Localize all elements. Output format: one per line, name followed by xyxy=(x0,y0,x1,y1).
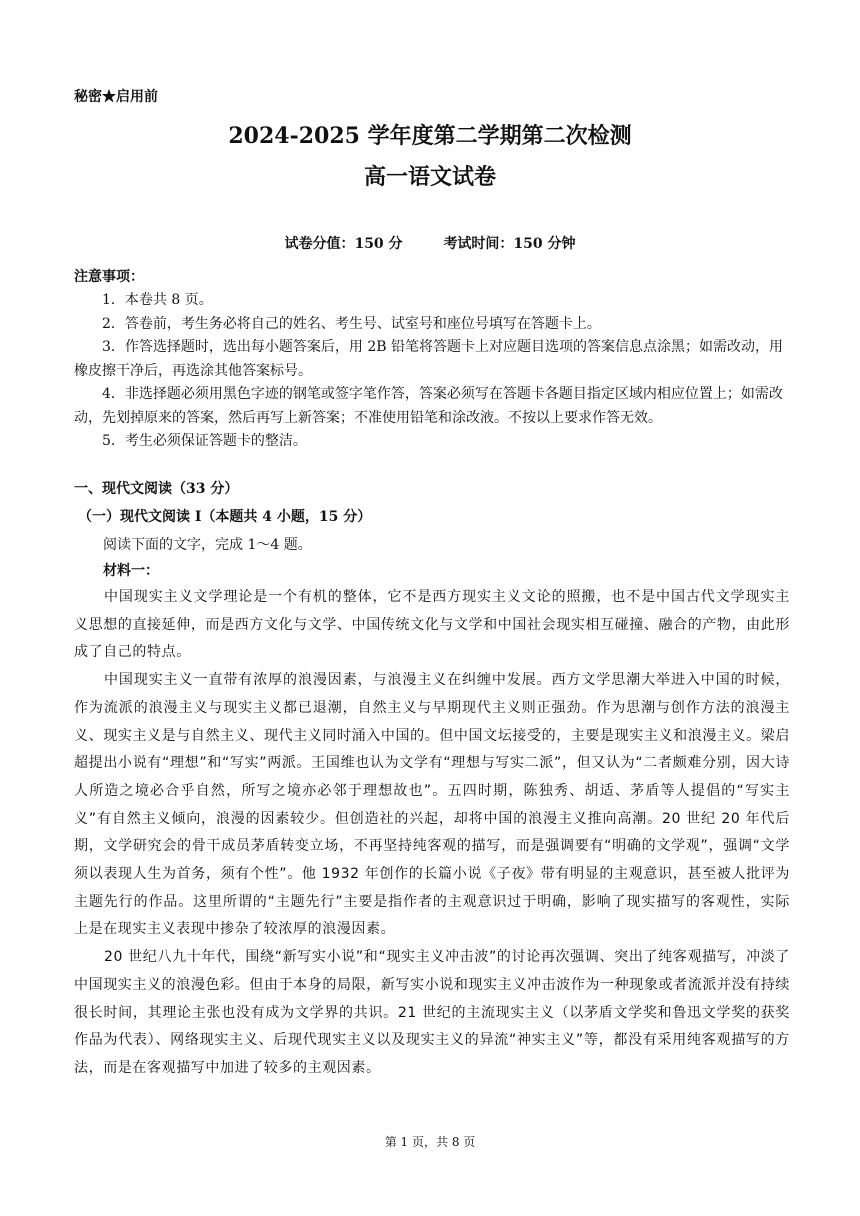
notice-item: 1．本卷共 8 页。 xyxy=(102,292,213,308)
passage-paragraph: 中国现实主义文学理论是一个有机的整体，它不是西方现实主义文论的照搬，也不是中国古代文学现实主义思想的直接延伸，而是西方文化与文学、中国传统文化与文学和中国社会现实相互碰撞、融合的产物，由此形成了自己的特点。 xyxy=(74,589,790,661)
subsection-heading: （一）现代文阅读 I（本题共 4 小题，15 分） xyxy=(78,509,372,525)
notice-item: 3．作答选择题时，选出每小题答案后，用 2B 铅笔将答题卡上对应题目选项的答案信息点涂黑；如需改动，用橡皮擦干净后，再选涂其他答案标号。 xyxy=(74,339,784,379)
passage-paragraph: 中国现实主义一直带有浓厚的浪漫因素，与浪漫主义在纠缠中发展。西方文学思潮大举进入中国的时候，作为流派的浪漫主义与现实主义都已退潮，自然主义与早期现代主义则正强劲。作为思潮与创作方法的浪漫主义、现实主义是与自然主义、现代主义同时涌入中国的。但中国文坛接受的，主要是现实主义和浪漫主义。梁启超提出小说有“理想”和“写实”两派。王国维也认为文学有“理想与写实二派”，但又认为“二者颇难分别，因大诗人所造之境必合乎自然，所写之境亦必邻于理想故也”。五四时期，陈独秀、胡适、茅盾等人提倡的“写实主义”有自然主义倾向，浪漫的因素较少。但创造社的兴起，却将中国的浪漫主义推向高潮。20 世纪 20 年代后期，文学研究会的骨干成员茅盾转变立场，不再坚持纯客观的描写，而是强调要有“明确的文学观”，强调“文学须以表现人生为首务，须有个性”。他 1932 年创作的长篇小说《子夜》带有明显的主观意识，甚至被人批评为主题先行的作品。这里所谓的“主题先行”主要是指作者的主观意识过于明确，影响了现实描写的客观性，实际上是在现实主义表现中掺杂了较浓厚的浪漫因素。 xyxy=(74,672,790,938)
notice-title: 注意事项： xyxy=(74,269,144,285)
notice-list xyxy=(74,289,794,454)
reading-passage xyxy=(74,584,790,1083)
exam-time: 考试时间：150 分钟 xyxy=(443,236,576,252)
passage-paragraph: 20 世纪八九十年代，围绕“新写实小说”和“现实主义冲击波”的讨论再次强调、突出了纯客观描写，冲淡了中国现实主义的浪漫色彩。但由于本身的局限，新写实小说和现实主义冲击波作为一种现象或者流派并没有持续很长时间，其理论主张也没有成为文学界的共识。21 世纪的主流现实主义（以茅盾文学奖和鲁迅文学奖的获奖作品为代表）、网络现实主义、后现代现实主义以及现实主义的异流“神实主义”等，都没有采用纯客观描写的方法，而是在客观描写中加进了较多的主观因素。 xyxy=(74,949,790,1076)
reading-instruction: 阅读下面的文字，完成 1～4 题。 xyxy=(103,537,312,553)
secret-label: 秘密★启用前 xyxy=(74,89,158,105)
exam-subtitle: 高一语文试卷 xyxy=(363,164,496,190)
page-footer: 第 1 页，共 8 页 xyxy=(384,1135,476,1149)
score-time-line xyxy=(0,233,860,253)
notice-item: 5．考生必须保证答题卡的整洁。 xyxy=(102,433,307,449)
section-heading: 一、现代文阅读（33 分） xyxy=(74,481,239,497)
material-label: 材料一： xyxy=(103,563,159,579)
notice-item: 4．非选择题必须用黑色字迹的钢笔或签字笔作答，答案必须写在答题卡各题目指定区域内相应位置上；如需改动，先划掉原来的答案，然后再写上新答案；不准使用铅笔和涂改液。不按以上要求作答无效。 xyxy=(74,386,783,426)
exam-title: 2024-2025 学年度第二学期第二次检测 xyxy=(228,123,632,149)
total-score: 试卷分值：150 分 xyxy=(284,236,403,252)
notice-item: 2．答卷前，考生务必将自己的姓名、考生号、试室号和座位号填写在答题卡上。 xyxy=(102,315,601,332)
